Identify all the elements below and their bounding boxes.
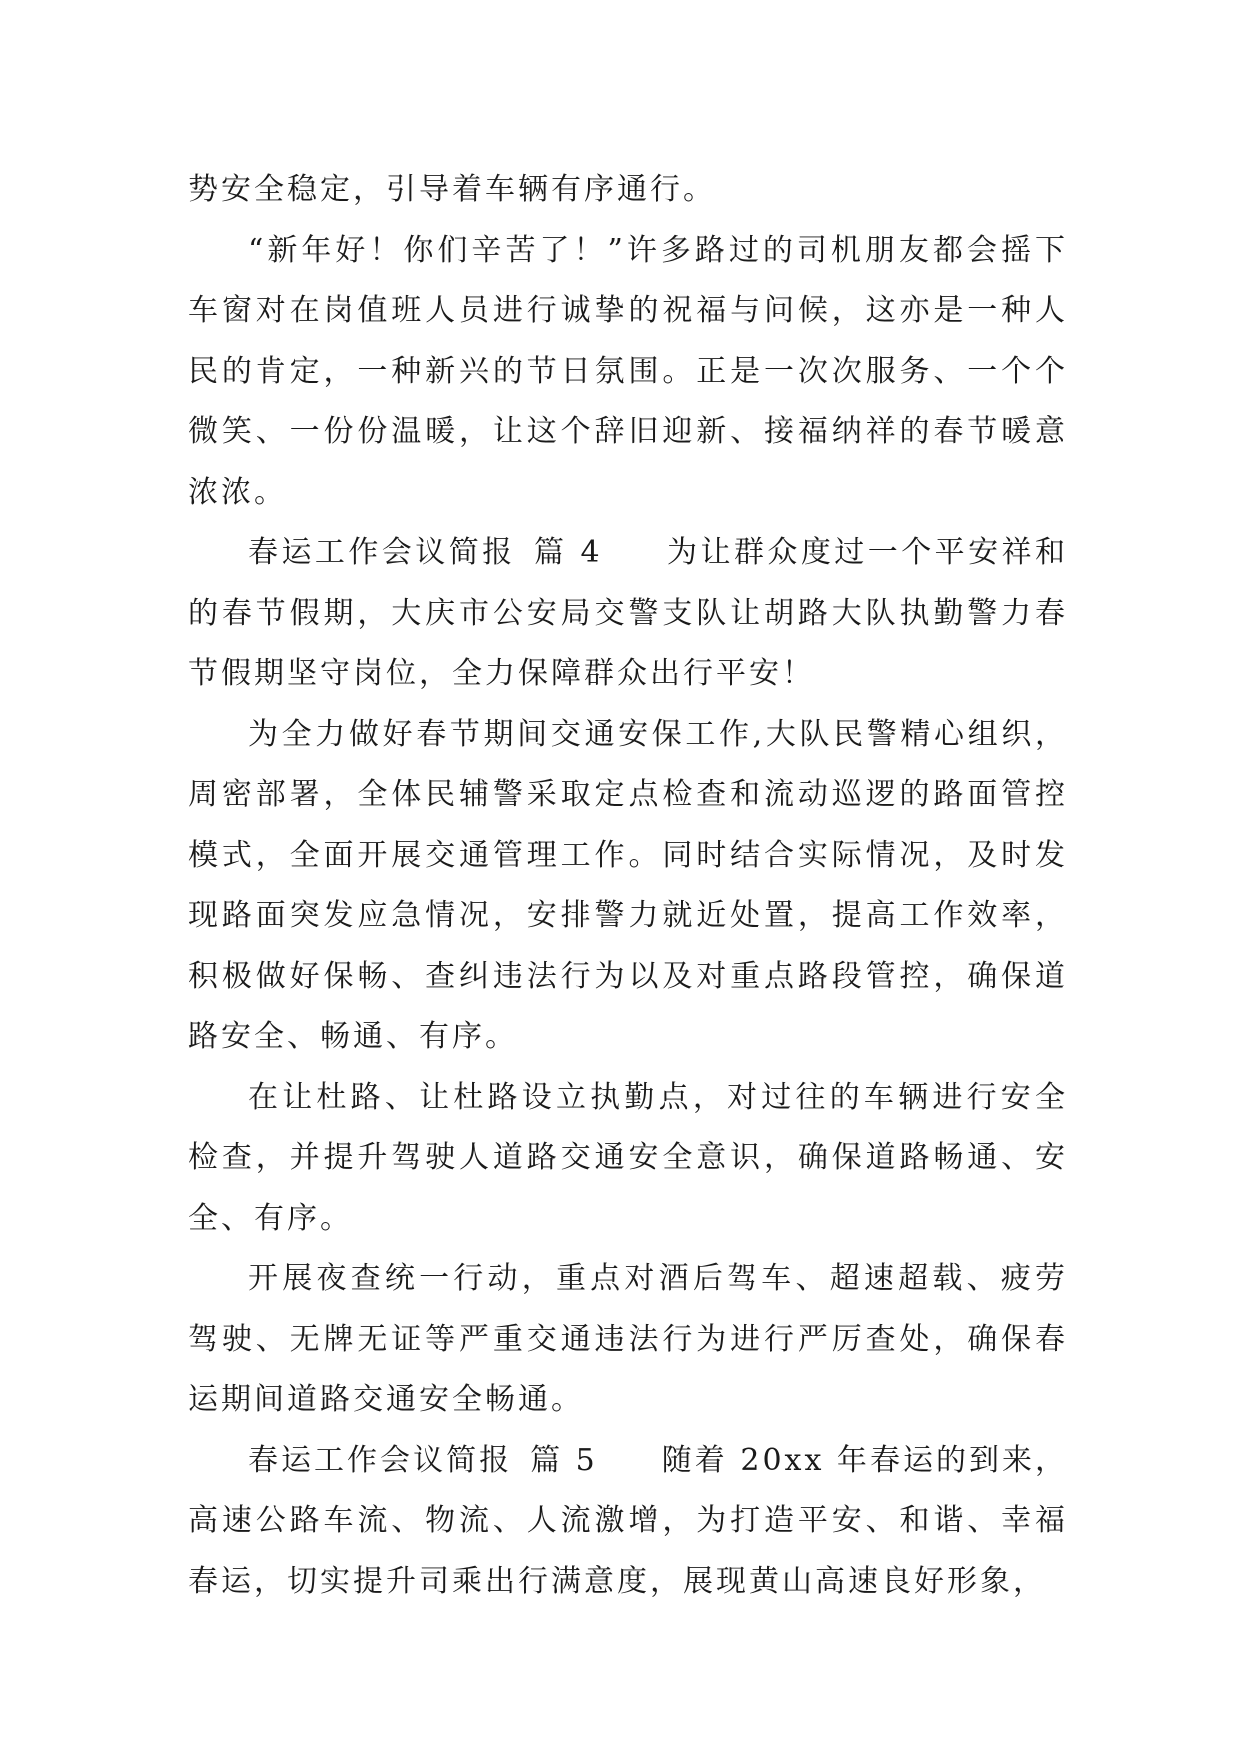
- paragraph-7: [188, 1431, 1068, 1613]
- paragraph-text: “新年好！你们辛苦了！”许多路过的司机朋友都会摇下车窗对在岗值班人员进行诚挚的祝福与问候，这亦是一种人民的肯定，一种新兴的节日氛围。正是一次次服务、一个个微笑、一份份温暖，让这个辞旧迎新、接福纳祥的春节暖意浓浓。: [188, 232, 1068, 510]
- paragraph-text: 为让群众度过一个平安祥和的春节假期，大庆市公安局交警支队让胡路大队执勤警力春节假期坚守岗位，全力保障群众出行平安！: [188, 535, 1069, 691]
- section-number: 篇 4: [533, 535, 603, 570]
- paragraph-text: 开展夜查统一行动，重点对酒后驾车、超速超载、疲劳驾驶、无牌无证等严重交通违法行为进行严厉查处，确保春运期间道路交通安全畅通。: [188, 1261, 1068, 1417]
- paragraph-5: [188, 1068, 1068, 1250]
- paragraph-text: 势安全稳定，引导着车辆有序通行。: [188, 172, 716, 207]
- paragraph-2: [188, 221, 1068, 524]
- paragraph-text: 在让杜路、让杜路设立执勤点，对过往的车辆进行安全检查，并提升驾驶人道路交通安全意识，确保道路畅通、安全、有序。: [188, 1079, 1068, 1236]
- section-heading: 春运工作会议简报: [248, 1442, 513, 1478]
- section-heading: 春运工作会议简报: [248, 535, 516, 570]
- paragraph-1: [188, 160, 1068, 221]
- section-number: 篇 5: [530, 1442, 598, 1478]
- paragraph-3: [188, 523, 1068, 705]
- paragraph-4: [188, 705, 1068, 1068]
- paragraph-text: 随着 20xx 年春运的到来，高速公路车流、物流、人流激增，为打造平安、和谐、幸福春运，切实提升司乘出行满意度，展现黄山高速良好形象，: [188, 1442, 1069, 1599]
- paragraph-text: 为全力做好春节期间交通安保工作,大队民警精心组织，周密部署，全体民辅警采取定点检查和流动巡逻的路面管控模式，全面开展交通管理工作。同时结合实际情况，及时发现路面突发应急情况，安排警力就近处置，提高工作效率，积极做好保畅、查纠违法行为以及对重点路段管控，确保道路安全、畅通、有序。: [188, 716, 1068, 1054]
- paragraph-6: [188, 1249, 1068, 1431]
- document-body: [188, 160, 1068, 1612]
